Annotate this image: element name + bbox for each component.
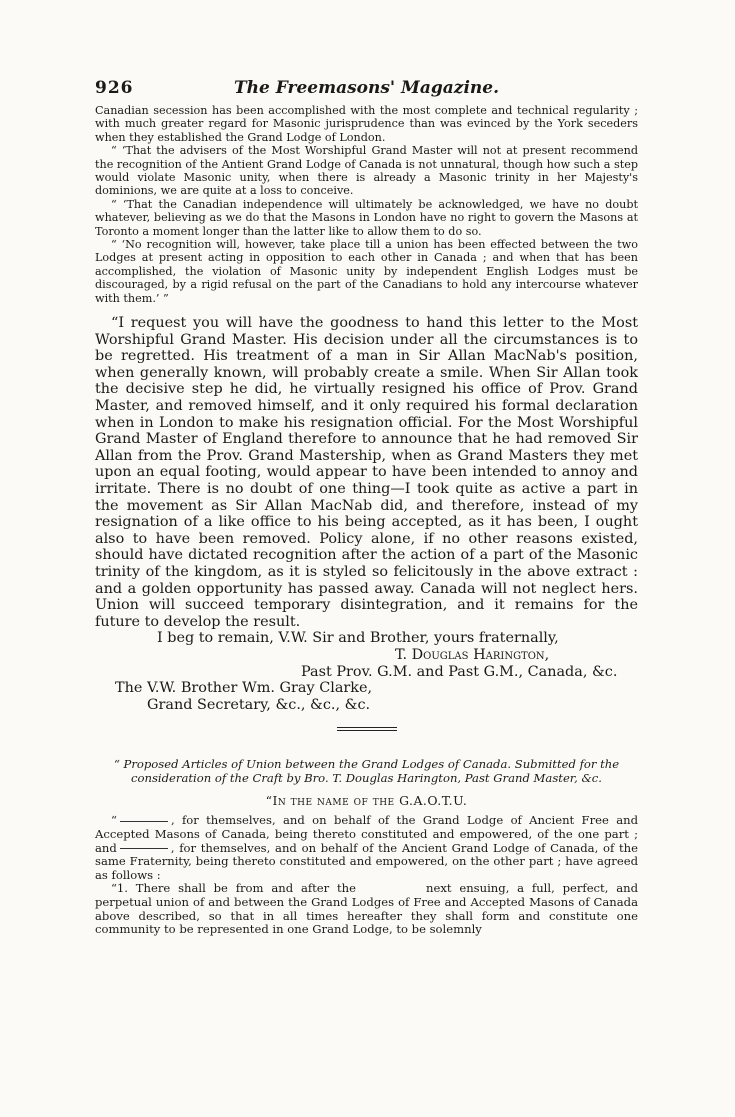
addressee-title: Grand Secretary, &c., &c., &c. [147, 696, 371, 713]
running-title: The Freemasons' Magazine. [233, 78, 499, 98]
quoted-extract [95, 104, 638, 305]
addressee-name: The V.W. Brother Wm. Gray Clarke, [115, 680, 373, 697]
letter-paragraph: “I request you will have the goodness to hand this letter to the Most Worshipful Grand Master. His decision under all the circumstances is to be regretted. His treatment of a man in Sir Allan MacNab's position, when generally known, will probably create a smile. When Sir Allan took the decisive step he did, he virtually resigned his office of Prov. Grand Master, and removed himself, and it only required his formal declaration when in London to make his resignation official. For the Most Worshipful Grand Master of England therefore to announce that he had removed Sir Allan from the Prov. Grand Mastership, when as Grand Masters they met upon an equal footing, would appear to have been intended to annoy and irritate. There is no doubt of one thing—I took quite as active a part in the movement as Sir Allan MacNab did, and therefore, instead of my resignation of a like office to his being accepted, as it has been, I ought also to have been removed. Policy alone, if no other reasons existed, should have dictated recognition after the action of a part of the Masonic trinity of the kingdom, as it is styled so felicitously in the above extract : and a golden opportunity has passed away. Canada will not neglect hers. Union will succeed temporary disintegration, and it remains for the future to develop the result. [95, 315, 638, 630]
letter-body [95, 315, 638, 630]
blank-line [120, 848, 168, 849]
article-preamble [95, 814, 638, 882]
article-open-quote: “ [111, 813, 117, 828]
article-1-part-1: “1. There shall be from and after the [111, 881, 357, 896]
invocation-heading: “In the name of the G.A.O.T.U. [265, 793, 468, 809]
section-divider [337, 727, 397, 731]
extract-paragraph: “ ‘No recognition will, however, take place till a union has been effected between the two Lodges at present acting in opposition to each other in Canada ; and when that has been accomplished, the violation of Masonic unity by independent English Lodges must be discouraged, by a rigid refusal on the part of the Canadians to hold any intercourse whatever with them.’ ” [95, 238, 638, 305]
extract-paragraph: Canadian secession has been accomplished with the most complete and technical regularity ; with much greater regard for Masonic jurisprudence than was evinced by the York seceders when they established the Grand Lodge of London. [95, 104, 638, 144]
page-number: 926 [95, 78, 134, 98]
closing-line: I beg to remain, V.W. Sir and Brother, yours fraternally, [157, 630, 559, 647]
signer-name: T. Douglas Harington, [395, 646, 550, 663]
extract-paragraph: “ ‘That the advisers of the Most Worshipful Grand Master will not at present recommend the recognition of the Antient Grand Lodge of Canada is not unnatural, though how such a step would violate Masonic unity, when there is already a Masonic trinity in her Majesty's dominions, we are quite at a loss to conceive. [95, 144, 638, 198]
extract-paragraph: “ ‘That the Canadian independence will ultimately be acknowledged, we have no doubt whatever, believing as we do that the Masons in London have no right to govern the Masons at Toronto a moment longer than the latter like to allow them to do so. [95, 197, 638, 238]
page [95, 78, 638, 937]
letter-signoff [95, 630, 638, 713]
articles-of-union [95, 814, 638, 936]
article-1 [95, 882, 638, 936]
article-1-part-2: next ensuing, a full, perfect, and perpetual union of and between the Grand Lodges of Free and Accepted Masons of Canada above described, so that in all times hereafter they shall form and constitute one community to be represented in one Grand Lodge, to be solemnly [95, 881, 638, 937]
articles-caption: “ Proposed Articles of Union between the Grand Lodges of Canada. Submitted for the consideration of the Craft by Bro. T. Douglas Harington, Past Grand Master, &c. [113, 757, 620, 786]
preamble-part-2: , for themselves, and on behalf of the Ancient Grand Lodge of Canada, of the same Fraternity, being thereto constituted and empowered, on the other part ; have agreed as follows : [95, 840, 638, 882]
preamble-part-1: , for themselves, and on behalf of the Grand Lodge of Ancient Free and Accepted Masons of Canada, being thereto constituted and empowered, of the one part ; and [95, 813, 638, 855]
signer-title: Past Prov. G.M. and Past G.M., Canada, &c. [301, 663, 618, 680]
blank-line [120, 821, 168, 822]
page-header [95, 78, 638, 104]
